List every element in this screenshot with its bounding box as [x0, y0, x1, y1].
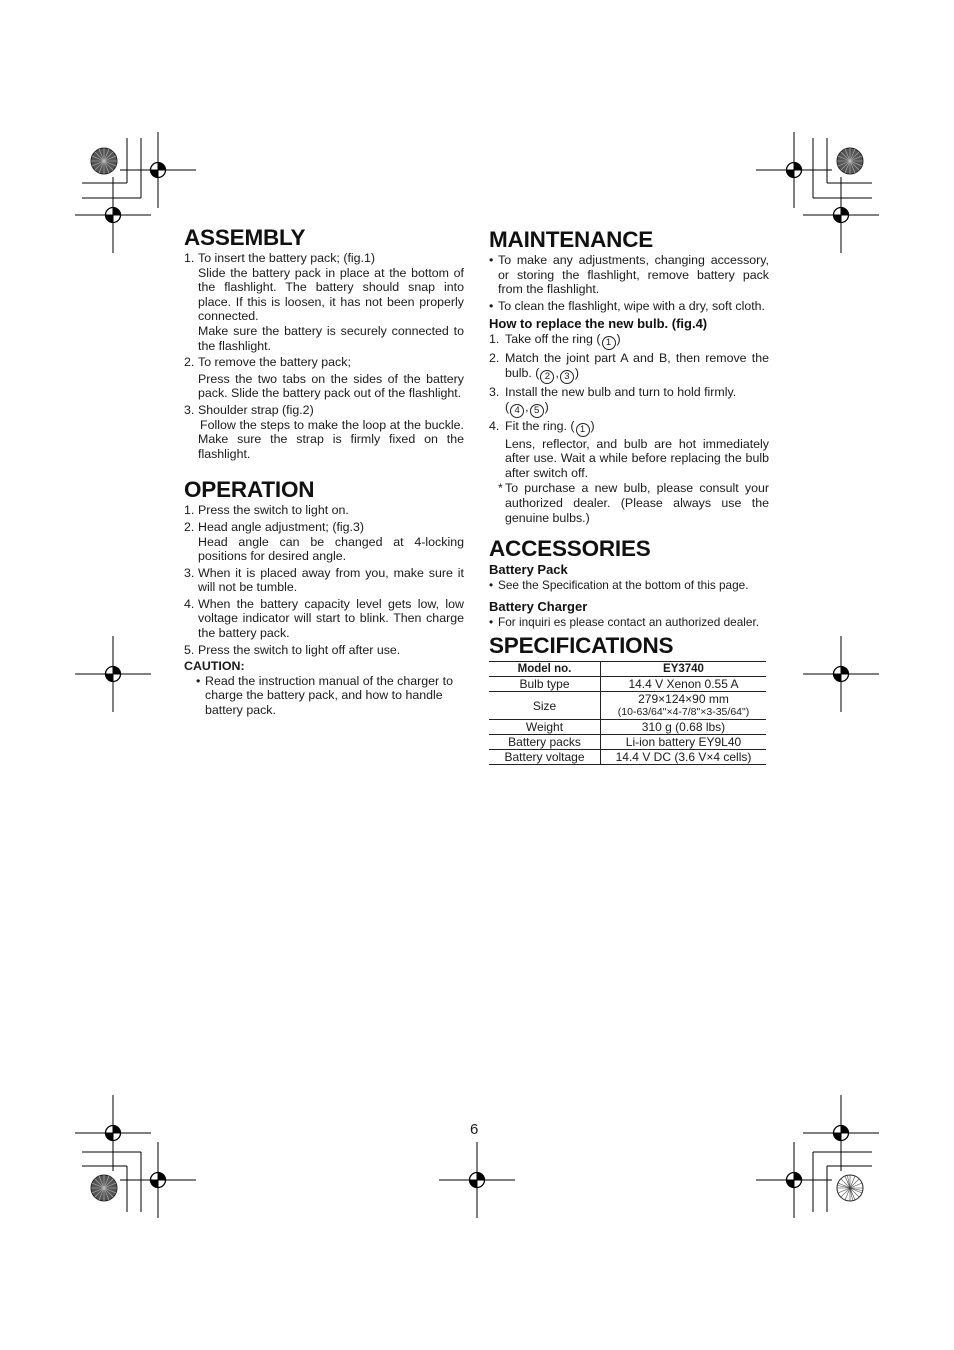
spec-value	[601, 692, 767, 720]
step-number: 4.	[184, 596, 195, 611]
step-number: 3.	[184, 402, 195, 417]
bullet-mark: •	[489, 298, 494, 313]
bullet-text: To make any adjustments, changing accessory, or storing the flashlight, remove battery pack from the flashlight.	[498, 253, 769, 297]
registration-mark-icon	[75, 636, 151, 712]
operation-heading: OPERATION	[184, 477, 315, 503]
circled-number: 1	[602, 336, 616, 350]
size-metric: 279×124×90 mm	[638, 692, 729, 707]
bulb-replacement-heading: How to replace the new bulb. (fig.4)	[489, 316, 708, 332]
bullet-mark: •	[489, 578, 494, 593]
operation-step-2	[184, 520, 464, 564]
step-text-part: ,	[555, 365, 559, 380]
bullet-text: To clean the flashlight, wipe with a dry, soft cloth.	[498, 298, 765, 313]
operation-step-3	[184, 566, 464, 595]
table-row	[489, 692, 766, 720]
registration-mark-icon	[803, 636, 879, 712]
step-text	[505, 351, 769, 384]
battery-pack-bullet	[489, 578, 769, 593]
bulb-step-4	[489, 419, 769, 481]
step-text-part: (	[505, 399, 510, 414]
note-text: To purchase a new bulb, please consult your authorized dealer. (Please always use the genuine bulbs.)	[505, 481, 769, 525]
caution-bullet	[196, 674, 467, 718]
step-text: Press the switch to light off after use.	[198, 642, 401, 657]
registration-mark-icon	[756, 1142, 832, 1218]
table-row	[489, 735, 766, 750]
maintenance-bullet	[489, 253, 769, 297]
bullet-mark: •	[196, 673, 201, 688]
circled-number: 2	[540, 370, 554, 384]
registration-mark-icon	[120, 1142, 196, 1218]
assembly-section	[184, 225, 464, 461]
circled-number: 4	[510, 404, 524, 418]
step-text: Make sure the battery is securely connected to the flashlight.	[198, 323, 464, 353]
bullet-text: For inquiri es please contact an authorized dealer.	[498, 614, 760, 629]
assembly-step-2	[184, 355, 464, 401]
operation-step-1	[184, 503, 464, 518]
maintenance-heading: MAINTENANCE	[489, 227, 654, 252]
color-target-icon	[837, 1175, 863, 1201]
registration-mark-icon	[803, 177, 879, 253]
bullet-mark: •	[489, 253, 494, 267]
step-number: 2.	[489, 351, 500, 366]
step-text-part: Fit the ring. (	[505, 418, 575, 433]
color-target-icon	[91, 148, 117, 174]
operation-section	[184, 477, 464, 717]
table-row	[489, 677, 766, 692]
asterisk-mark: *	[498, 481, 503, 496]
spec-value: 310 g (0.68 lbs)	[601, 720, 767, 735]
step-number: 1.	[184, 503, 195, 518]
step-heading: Shoulder strap (fig.2)	[198, 402, 314, 417]
caution-text: Read the instruction manual of the charger to charge the battery pack, and how to handle battery pack.	[205, 673, 453, 718]
step-text-part: )	[544, 399, 549, 414]
step-text	[505, 419, 769, 437]
color-target-icon	[91, 1175, 117, 1201]
step-text: Press the switch to light on.	[198, 503, 349, 518]
accessories-section	[489, 536, 769, 629]
spec-value: 14.4 V DC (3.6 V×4 cells)	[601, 750, 767, 765]
registration-mark-icon	[120, 132, 196, 208]
page-number: 6	[470, 1121, 479, 1138]
registration-mark-icon	[439, 1142, 515, 1218]
bullet-mark: •	[489, 614, 494, 629]
step-text	[505, 332, 769, 350]
step-text: When the battery capacity level gets low, low voltage indicator will start to blink. Then charge the battery pack.	[198, 596, 464, 641]
step-text: Press the two tabs on the sides of the battery pack. Slide the battery pack out of the flashlight.	[198, 371, 464, 401]
step-number: 2.	[184, 355, 195, 370]
registration-mark-icon	[803, 1095, 879, 1171]
step-text: Head angle can be changed at 4-locking positions for desired angle.	[198, 534, 464, 564]
caution-heading: CAUTION:	[184, 659, 245, 674]
step-text: When it is placed away from you, make sure it will not be tumble.	[198, 565, 464, 595]
step-heading: Head angle adjustment; (fig.3)	[198, 519, 364, 534]
battery-charger-heading: Battery Charger	[489, 598, 588, 614]
spec-label: Battery packs	[489, 735, 601, 750]
step-text-part: Take off the ring (	[505, 332, 601, 347]
specifications-heading: SPECIFICATIONS	[489, 633, 674, 659]
spec-label: Model no.	[489, 662, 601, 677]
circled-number: 1	[576, 423, 590, 437]
operation-step-4	[184, 597, 464, 641]
step-number: 5.	[184, 642, 195, 657]
step-number: 1.	[184, 251, 195, 265]
spec-value: Li-ion battery EY9L40	[601, 735, 767, 750]
step-number: 3.	[489, 384, 500, 399]
step-text-part: )	[616, 332, 621, 347]
color-target-icon	[837, 148, 863, 174]
bulb-step-2	[489, 351, 769, 384]
step-text-part: Match the joint part A and B, then remove the bulb. (	[505, 351, 769, 380]
step-number: 3.	[184, 565, 195, 580]
step-text-part: ,	[525, 399, 529, 414]
spec-value: 14.4 V Xenon 0.55 A	[601, 677, 767, 692]
assembly-step-3	[184, 403, 464, 461]
step-text: Install the new bulb and turn to hold firmly.	[505, 384, 737, 399]
step-text	[505, 400, 769, 418]
assembly-step-1	[184, 251, 464, 353]
bulb-step-1	[489, 332, 769, 350]
operation-step-5	[184, 643, 464, 658]
step-warning: Lens, reflector, and bulb are hot immediately after use. Wait a while before replacing the bulb after switch off.	[505, 436, 769, 480]
table-row	[489, 662, 766, 677]
battery-pack-heading: Battery Pack	[489, 562, 568, 578]
step-heading: To insert the battery pack; (fig.1)	[198, 251, 375, 265]
table-row	[489, 720, 766, 735]
maintenance-section	[489, 227, 769, 525]
bulb-purchase-note	[489, 481, 769, 525]
step-text: Slide the battery pack in place at the bottom of the flashlight. The battery should snap into place. If this is loosen, it has not been properly connected.	[198, 265, 464, 324]
left-column	[184, 225, 464, 718]
spec-label: Bulb type	[489, 677, 601, 692]
bullet-text: See the Specification at the bottom of this page.	[498, 578, 749, 593]
spec-label: Size	[489, 692, 601, 720]
size-imperial: (10-63/64"×4-7/8"×3-35/64")	[617, 706, 750, 719]
spec-label: Weight	[489, 720, 601, 735]
table-row	[489, 750, 766, 765]
step-number: 1.	[489, 332, 500, 347]
circled-number: 3	[560, 370, 574, 384]
step-heading: To remove the battery pack;	[198, 355, 351, 370]
maintenance-bullet	[489, 299, 769, 314]
specifications-table	[489, 661, 766, 765]
bulb-step-3	[489, 385, 769, 418]
registration-mark-icon	[756, 132, 832, 208]
battery-charger-bullet	[489, 615, 769, 630]
spec-value: EY3740	[601, 662, 767, 677]
circled-number: 5	[530, 404, 544, 418]
step-number: 4.	[489, 418, 500, 433]
step-number: 2.	[184, 519, 195, 534]
accessories-heading: ACCESSORIES	[489, 536, 651, 562]
right-column	[489, 227, 769, 765]
registration-mark-icon	[75, 177, 151, 253]
specifications-section	[489, 633, 769, 765]
step-text-part: )	[590, 418, 595, 433]
spec-label: Battery voltage	[489, 750, 601, 765]
assembly-heading: ASSEMBLY	[184, 225, 306, 250]
step-text-part: )	[574, 365, 580, 380]
step-text: Follow the steps to make the loop at the buckle. Make sure the strap is firmly fixed on the flashlight.	[198, 417, 464, 461]
registration-mark-icon	[75, 1095, 151, 1171]
